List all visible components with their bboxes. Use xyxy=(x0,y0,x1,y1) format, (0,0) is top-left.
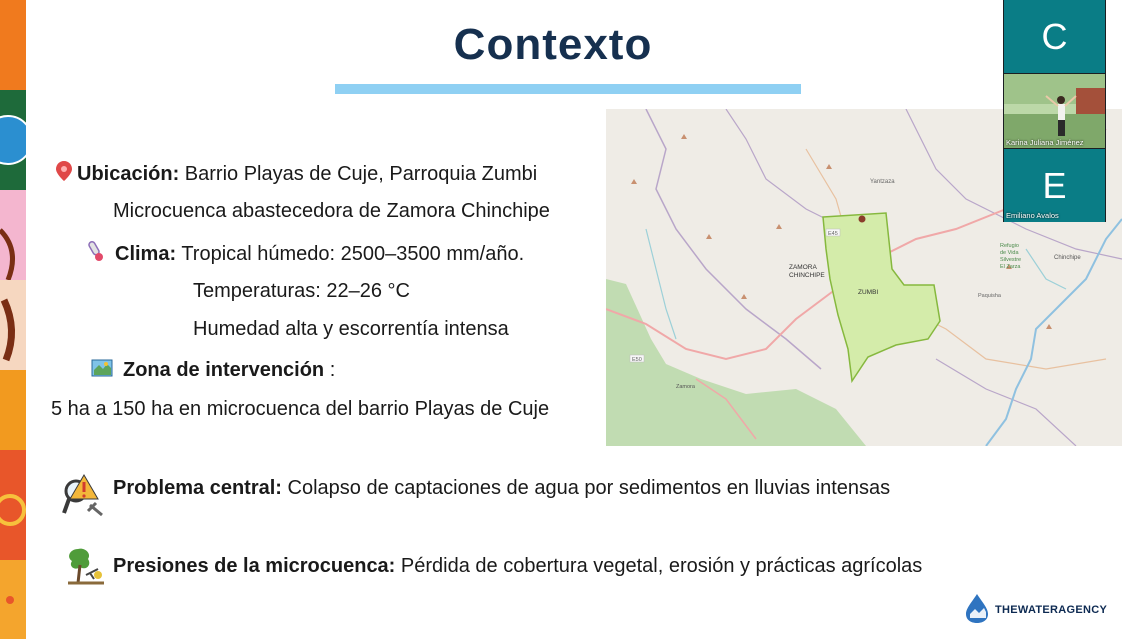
logo-text: THEWATERAGENCY xyxy=(995,604,1108,616)
problem-line xyxy=(113,477,890,500)
map-label-refugio: Silvestre xyxy=(1000,257,1022,263)
location-text: Barrio Playas de Cuje, Parroquia Zumbi xyxy=(179,163,538,185)
magnifier-warning-icon xyxy=(62,473,106,522)
map-label-chinchipe: CHINCHIPE xyxy=(789,272,825,279)
map-label-paquisha: Paquisha xyxy=(978,293,1001,299)
map-label-zumbi: ZUMBI xyxy=(858,289,879,296)
map-label-zamora: ZAMORA xyxy=(789,264,817,271)
map-label-e45: E45 xyxy=(828,231,838,237)
slide-title: Contexto xyxy=(453,20,653,69)
water-drop-logo-icon xyxy=(962,592,992,629)
zone-colon: : xyxy=(324,359,336,381)
participant-tile-c[interactable] xyxy=(1004,0,1105,73)
pressures-text: Pérdida de cobertura vegetal, erosión y prácticas agrícolas xyxy=(395,555,923,577)
map-label-e50: E50 xyxy=(632,357,642,363)
participant-name: Karina Juliana Jiménez xyxy=(1006,138,1084,147)
pressures-label: Presiones de la microcuenca: xyxy=(113,555,396,577)
location-sub: Microcuenca abastecedora de Zamora Chinchipe xyxy=(113,200,550,222)
thermometer-icon xyxy=(85,240,105,268)
climate-text: Tropical húmedo: 2500–3500 mm/año. xyxy=(176,243,525,265)
decorative-side-strip xyxy=(0,0,26,639)
participant-initial: E xyxy=(1042,165,1067,206)
title-accent-bar xyxy=(335,84,801,94)
map-label-chinchipe-river: Chinchipe xyxy=(1054,255,1081,261)
zone-text: 5 ha a 150 ha en microcuenca del barrio Playas de Cuje xyxy=(51,398,550,420)
climate-line xyxy=(85,240,524,268)
map-label-refugio: El Zarza xyxy=(1000,264,1021,270)
location-label: Ubicación: xyxy=(77,163,180,185)
participant-tile-karina[interactable] xyxy=(1004,74,1105,148)
humidity-text: Humedad alta y escorrentía intensa xyxy=(193,318,509,340)
map-icon xyxy=(91,358,113,384)
participant-initial: C xyxy=(1041,16,1068,57)
problem-text: Colapso de captaciones de agua por sedimentos en lluvias intensas xyxy=(281,477,891,499)
location-line xyxy=(55,160,537,188)
temperatures-text: Temperaturas: 22–26 °C xyxy=(193,280,411,302)
climate-label: Clima: xyxy=(115,243,177,265)
participant-name: Emiliano Avalos xyxy=(1006,211,1059,220)
zone-line xyxy=(91,358,335,384)
map-label-zamora-town: Zamora xyxy=(676,384,695,390)
participant-video-icon xyxy=(1004,74,1105,148)
map-label-refugio: Refugio xyxy=(1000,243,1019,249)
pressures-line xyxy=(113,555,922,578)
map-label-yantzaza: Yantzaza xyxy=(870,179,895,185)
map-label-refugio: de Vida xyxy=(1000,250,1019,256)
problem-label: Problema central: xyxy=(113,477,282,499)
pin-icon xyxy=(55,160,73,188)
zone-label: Zona de intervención xyxy=(123,359,325,381)
participant-tile-emiliano[interactable] xyxy=(1004,149,1105,222)
plant-icon xyxy=(64,545,106,590)
